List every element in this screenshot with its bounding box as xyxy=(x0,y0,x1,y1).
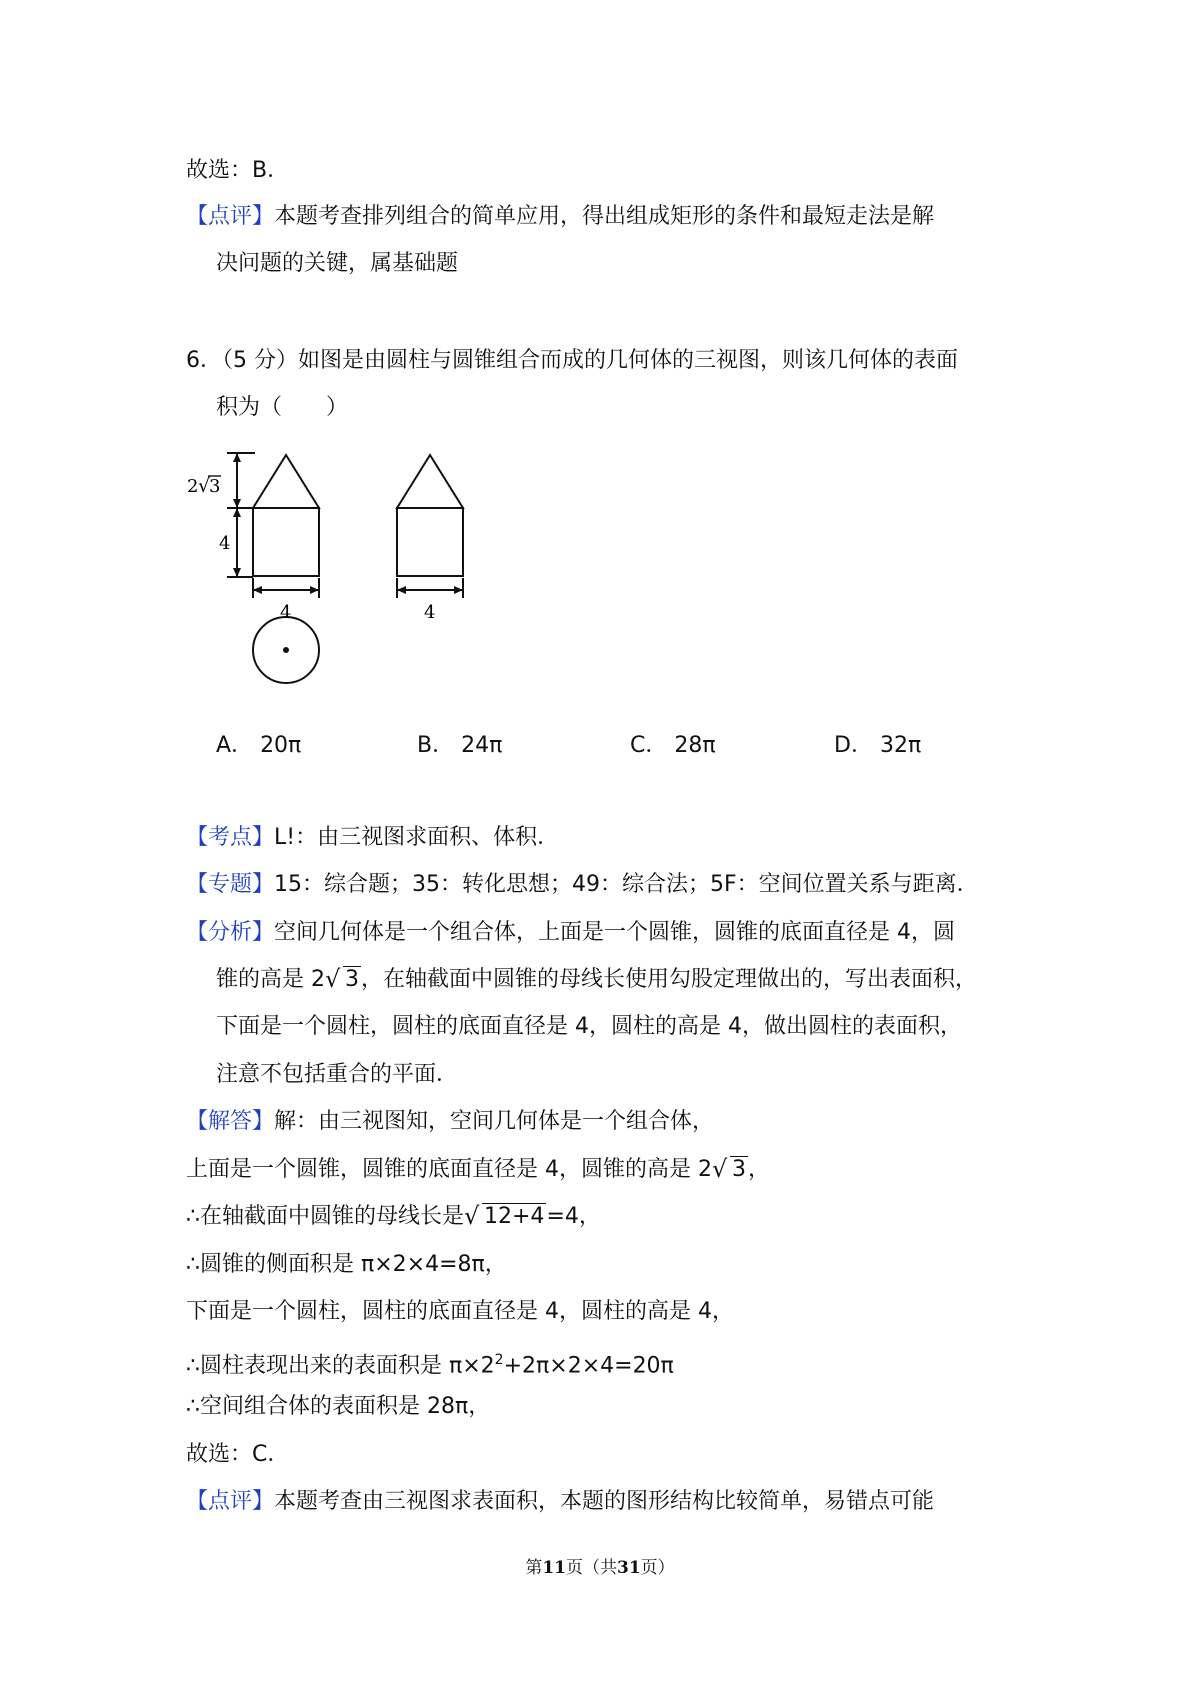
jieda-text1: 解：由三视图知，空间几何体是一个组合体， xyxy=(274,1109,715,1134)
sqrt-expression xyxy=(712,1155,748,1185)
kaodian-text: L!：由三视图求面积、体积． xyxy=(274,825,560,850)
question-stem-line1: 6．（5 分）如图是由圆柱与圆锥组合而成的几何体的三视图，则该几何体的表面 xyxy=(186,348,958,373)
solution-text2b: ， xyxy=(747,1157,770,1182)
fenxi-text2b: ，在轴截面中圆锥的母线长使用勾股定理做出的，写出表面积， xyxy=(361,967,978,992)
choice-b xyxy=(417,731,502,761)
solution-text3a: ∴在轴截面中圆锥的母线长是 xyxy=(186,1204,464,1229)
total-pages: 31 xyxy=(617,1558,641,1578)
choice-d-letter: D． xyxy=(834,733,873,758)
side-view-cone xyxy=(397,455,463,508)
choice-d-value: 32π xyxy=(879,733,922,758)
cone-height-coef: 2 xyxy=(187,476,199,497)
solution-text6b: +2π×2×4=20π xyxy=(503,1353,674,1379)
solution-line7: ∴空间组合体的表面积是 28π， xyxy=(186,1394,491,1419)
fenxi-line2 xyxy=(216,965,977,995)
fenxi-text2a: 锥的高是 2 xyxy=(216,967,325,992)
choice-c xyxy=(630,731,716,761)
jieda-tag: 【解答】 xyxy=(186,1109,275,1134)
side-width-label: 4 xyxy=(424,602,436,623)
prev-comment-text1: 本题考查排列组合的简单应用，得出组成矩形的条件和最短走法是解 xyxy=(274,204,935,229)
page-footer xyxy=(0,1553,1200,1578)
solution-line8: 故选：C． xyxy=(186,1442,290,1467)
solution-line2 xyxy=(186,1155,770,1185)
prev-comment-tag: 【点评】 xyxy=(186,204,275,229)
choice-d xyxy=(834,731,921,761)
choice-a xyxy=(216,731,301,761)
sqrt-radicand: 12+4 xyxy=(484,1204,545,1229)
three-view-figure xyxy=(175,440,675,710)
fenxi-line1 xyxy=(186,918,955,948)
dianping-text: 本题考查由三视图求表面积，本题的图形结构比较简单，易错点可能 xyxy=(274,1489,935,1514)
solution-text2a: 上面是一个圆锥，圆锥的底面直径是 4，圆锥的高是 2 xyxy=(186,1157,712,1182)
choice-a-letter: A． xyxy=(216,733,254,758)
footer-mid: 页（共 xyxy=(566,1558,617,1578)
fenxi-text1: 空间几何体是一个组合体，上面是一个圆锥，圆锥的底面直径是 4，圆 xyxy=(274,920,956,945)
zhuanti-tag: 【专题】 xyxy=(186,872,275,897)
fenxi-line4: 注意不包括重合的平面． xyxy=(216,1062,459,1087)
fenxi-line3: 下面是一个圆柱，圆柱的底面直径是 4，圆柱的高是 4，做出圆柱的表面积， xyxy=(216,1014,962,1039)
sqrt-radicand: 3 xyxy=(731,1157,746,1182)
choice-b-letter: B． xyxy=(417,733,455,758)
front-view-cylinder xyxy=(253,508,319,576)
kaodian-line xyxy=(186,823,559,853)
jieda-line1 xyxy=(186,1107,714,1137)
choice-c-letter: C． xyxy=(630,733,668,758)
top-view-center-dot xyxy=(283,647,289,653)
zhuanti-line xyxy=(186,870,979,900)
kaodian-tag: 【考点】 xyxy=(186,825,275,850)
prev-comment-line2: 决问题的关键，属基础题 xyxy=(216,251,459,276)
page-number: 11 xyxy=(542,1558,566,1578)
solution-superscript: 2 xyxy=(494,1352,504,1368)
question-stem-line2: 积为（ ） xyxy=(216,395,349,420)
dianping-tag: 【点评】 xyxy=(186,1489,275,1514)
cone-height-radicand: 3 xyxy=(209,476,221,497)
solution-text3b: =4， xyxy=(546,1204,601,1229)
sqrt-expression xyxy=(325,965,361,995)
front-view-cone xyxy=(253,455,319,508)
svg-text:√: √ xyxy=(198,475,211,497)
sqrt-expression xyxy=(464,1202,546,1232)
sqrt-radicand: 3 xyxy=(345,967,359,992)
prev-answer: 故选：B． xyxy=(186,158,290,183)
footer-pre: 第 xyxy=(525,1558,543,1578)
choice-b-value: 24π xyxy=(461,733,503,758)
zhuanti-text: 15：综合题；35：转化思想；49：综合法；5F：空间位置关系与距离． xyxy=(274,872,979,897)
front-width-label: 4 xyxy=(280,602,292,623)
solution-line5: 下面是一个圆柱，圆柱的底面直径是 4，圆柱的高是 4， xyxy=(186,1299,734,1324)
solution-line4: ∴圆锥的侧面积是 π×2×4=8π， xyxy=(186,1252,507,1277)
side-view-cylinder xyxy=(397,508,463,576)
cylinder-height-label: 4 xyxy=(219,533,231,554)
footer-post: 页） xyxy=(640,1558,675,1578)
prev-comment-line1 xyxy=(186,202,934,232)
solution-text6a: ∴圆柱表现出来的表面积是 π×2 xyxy=(186,1353,495,1379)
choice-c-value: 28π xyxy=(674,733,716,758)
fenxi-tag: 【分析】 xyxy=(186,920,275,945)
solution-line3 xyxy=(186,1202,601,1232)
choice-a-value: 20π xyxy=(260,733,302,758)
solution-line6 xyxy=(186,1345,674,1381)
dianping-line xyxy=(186,1487,934,1517)
